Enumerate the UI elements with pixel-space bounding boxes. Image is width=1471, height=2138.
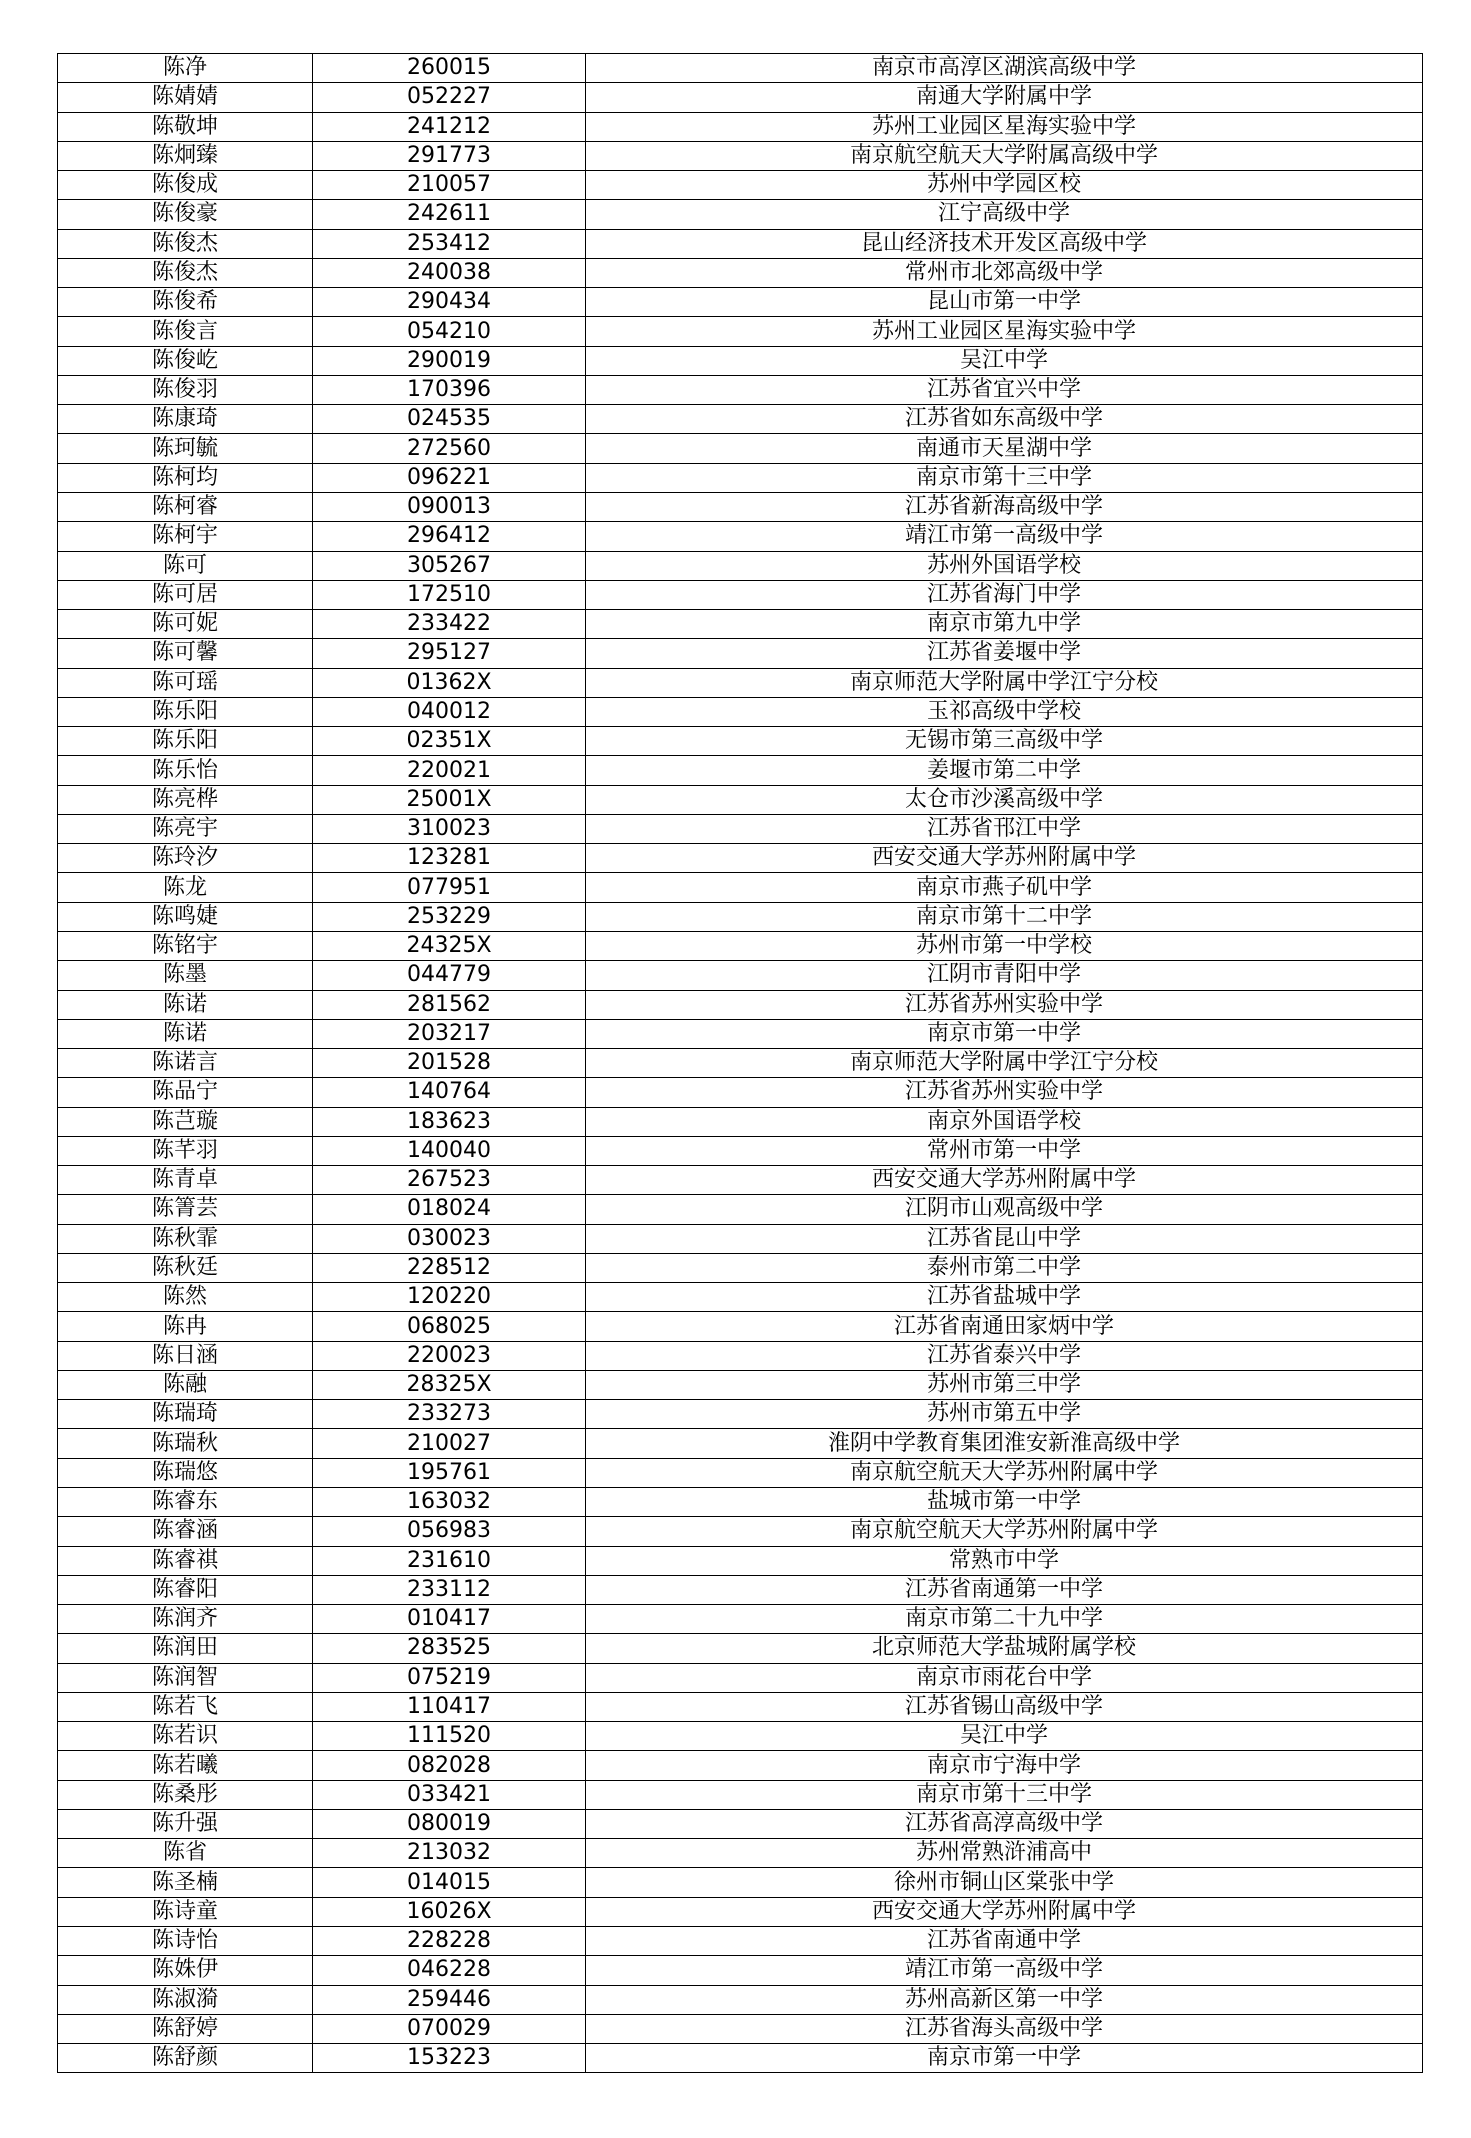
table-row: [58, 1605, 1423, 1634]
id-cell: 283525: [313, 1634, 586, 1663]
id-cell: 290019: [313, 346, 586, 375]
id-cell: 024535: [313, 405, 586, 434]
school-cell: 江苏省盐城中学: [586, 1283, 1423, 1312]
id-cell: 090013: [313, 492, 586, 521]
id-cell: 033421: [313, 1780, 586, 1809]
id-cell: 272560: [313, 434, 586, 463]
table-row: [58, 610, 1423, 639]
name-cell: 陈圣楠: [58, 1868, 313, 1897]
school-cell: 北京师范大学盐城附属学校: [586, 1634, 1423, 1663]
id-cell: 183623: [313, 1107, 586, 1136]
name-cell: 陈可瑶: [58, 668, 313, 697]
id-cell: 054210: [313, 317, 586, 346]
name-cell: 陈润田: [58, 1634, 313, 1663]
name-cell: 陈淑漪: [58, 1985, 313, 2014]
school-cell: 苏州工业园区星海实验中学: [586, 317, 1423, 346]
table-row: [58, 1224, 1423, 1253]
school-cell: 南京市第十三中学: [586, 1780, 1423, 1809]
id-cell: 110417: [313, 1692, 586, 1721]
id-cell: 01362X: [313, 668, 586, 697]
table-row: [58, 1868, 1423, 1897]
table-row: [58, 522, 1423, 551]
name-cell: 陈乐阳: [58, 727, 313, 756]
id-cell: 203217: [313, 1019, 586, 1048]
school-cell: 苏州市第一中学校: [586, 931, 1423, 960]
table-row: [58, 54, 1423, 83]
school-cell: 江苏省姜堰中学: [586, 639, 1423, 668]
school-cell: 常熟市中学: [586, 1546, 1423, 1575]
id-cell: 210057: [313, 171, 586, 200]
id-cell: 16026X: [313, 1897, 586, 1926]
id-cell: 030023: [313, 1224, 586, 1253]
table-row: [58, 1897, 1423, 1926]
table-row: [58, 697, 1423, 726]
name-cell: 陈睿祺: [58, 1546, 313, 1575]
school-cell: 苏州市第五中学: [586, 1400, 1423, 1429]
id-cell: 241212: [313, 112, 586, 141]
table-row: [58, 141, 1423, 170]
id-cell: 070029: [313, 2014, 586, 2043]
name-cell: 陈柯宇: [58, 522, 313, 551]
name-cell: 陈净: [58, 54, 313, 83]
id-cell: 140040: [313, 1136, 586, 1165]
id-cell: 02351X: [313, 727, 586, 756]
name-cell: 陈升强: [58, 1809, 313, 1838]
school-cell: 江阴市山观高级中学: [586, 1195, 1423, 1224]
name-cell: 陈珂毓: [58, 434, 313, 463]
name-cell: 陈俊杰: [58, 258, 313, 287]
school-cell: 江阴市青阳中学: [586, 961, 1423, 990]
table-row: [58, 1985, 1423, 2014]
school-cell: 靖江市第一高级中学: [586, 522, 1423, 551]
name-cell: 陈康琦: [58, 405, 313, 434]
school-cell: 江苏省高淳高级中学: [586, 1809, 1423, 1838]
table-row: [58, 1049, 1423, 1078]
id-cell: 24325X: [313, 931, 586, 960]
id-cell: 044779: [313, 961, 586, 990]
table-row: [58, 1546, 1423, 1575]
name-cell: 陈诗怡: [58, 1927, 313, 1956]
name-cell: 陈润智: [58, 1663, 313, 1692]
name-cell: 陈亮桦: [58, 785, 313, 814]
name-cell: 陈芊羽: [58, 1136, 313, 1165]
table-row: [58, 1195, 1423, 1224]
table-row: [58, 1458, 1423, 1487]
name-cell: 陈可馨: [58, 639, 313, 668]
school-cell: 盐城市第一中学: [586, 1488, 1423, 1517]
table-row: [58, 1809, 1423, 1838]
name-cell: 陈可: [58, 551, 313, 580]
school-cell: 苏州市第三中学: [586, 1370, 1423, 1399]
school-cell: 南通大学附属中学: [586, 83, 1423, 112]
id-cell: 231610: [313, 1546, 586, 1575]
table-row: [58, 1722, 1423, 1751]
id-cell: 290434: [313, 288, 586, 317]
table-row: [58, 2044, 1423, 2073]
name-cell: 陈乐阳: [58, 697, 313, 726]
table-row: [58, 1019, 1423, 1048]
name-cell: 陈日涵: [58, 1341, 313, 1370]
table-row: [58, 814, 1423, 843]
name-cell: 陈睿涵: [58, 1517, 313, 1546]
school-cell: 南京市第二十九中学: [586, 1605, 1423, 1634]
id-cell: 220023: [313, 1341, 586, 1370]
name-cell: 陈诗童: [58, 1897, 313, 1926]
id-cell: 25001X: [313, 785, 586, 814]
id-cell: 170396: [313, 375, 586, 404]
id-cell: 075219: [313, 1663, 586, 1692]
school-cell: 南通市天星湖中学: [586, 434, 1423, 463]
school-cell: 南京市宁海中学: [586, 1751, 1423, 1780]
table-row: [58, 1927, 1423, 1956]
id-cell: 233112: [313, 1575, 586, 1604]
id-cell: 010417: [313, 1605, 586, 1634]
id-cell: 082028: [313, 1751, 586, 1780]
school-cell: 江苏省苏州实验中学: [586, 990, 1423, 1019]
name-cell: 陈睿东: [58, 1488, 313, 1517]
id-cell: 310023: [313, 814, 586, 843]
name-cell: 陈柯均: [58, 463, 313, 492]
table-row: [58, 229, 1423, 258]
id-cell: 267523: [313, 1166, 586, 1195]
school-cell: 江苏省海门中学: [586, 580, 1423, 609]
id-cell: 201528: [313, 1049, 586, 1078]
name-cell: 陈然: [58, 1283, 313, 1312]
table-row: [58, 1166, 1423, 1195]
school-cell: 南京航空航天大学苏州附属中学: [586, 1458, 1423, 1487]
name-cell: 陈诺: [58, 1019, 313, 1048]
school-cell: 无锡市第三高级中学: [586, 727, 1423, 756]
school-cell: 江苏省宜兴中学: [586, 375, 1423, 404]
name-cell: 陈若识: [58, 1722, 313, 1751]
name-cell: 陈龙: [58, 873, 313, 902]
table-row: [58, 1839, 1423, 1868]
school-cell: 苏州高新区第一中学: [586, 1985, 1423, 2014]
school-cell: 南京市第十二中学: [586, 902, 1423, 931]
school-cell: 南京航空航天大学附属高级中学: [586, 141, 1423, 170]
id-cell: 305267: [313, 551, 586, 580]
table-body: [58, 54, 1423, 2073]
name-cell: 陈省: [58, 1839, 313, 1868]
school-cell: 太仓市沙溪高级中学: [586, 785, 1423, 814]
name-cell: 陈炯臻: [58, 141, 313, 170]
table-row: [58, 83, 1423, 112]
id-cell: 228228: [313, 1927, 586, 1956]
school-cell: 靖江市第一高级中学: [586, 1956, 1423, 1985]
table-row: [58, 873, 1423, 902]
table-row: [58, 785, 1423, 814]
table-row: [58, 580, 1423, 609]
school-cell: 淮阴中学教育集团淮安新淮高级中学: [586, 1429, 1423, 1458]
id-cell: 040012: [313, 697, 586, 726]
name-cell: 陈亮宇: [58, 814, 313, 843]
table-row: [58, 1488, 1423, 1517]
school-cell: 南京市雨花台中学: [586, 1663, 1423, 1692]
school-cell: 苏州工业园区星海实验中学: [586, 112, 1423, 141]
id-cell: 123281: [313, 844, 586, 873]
school-cell: 南京市第一中学: [586, 1019, 1423, 1048]
name-cell: 陈舒婷: [58, 2014, 313, 2043]
school-cell: 南京师范大学附属中学江宁分校: [586, 1049, 1423, 1078]
name-cell: 陈俊羽: [58, 375, 313, 404]
table-row: [58, 463, 1423, 492]
name-cell: 陈诺: [58, 990, 313, 1019]
school-cell: 江苏省南通中学: [586, 1927, 1423, 1956]
school-cell: 江苏省新海高级中学: [586, 492, 1423, 521]
id-cell: 140764: [313, 1078, 586, 1107]
table-row: [58, 200, 1423, 229]
id-cell: 056983: [313, 1517, 586, 1546]
id-cell: 220021: [313, 756, 586, 785]
name-cell: 陈铭宇: [58, 931, 313, 960]
table-row: [58, 434, 1423, 463]
name-cell: 陈婧婧: [58, 83, 313, 112]
id-cell: 195761: [313, 1458, 586, 1487]
school-cell: 泰州市第二中学: [586, 1253, 1423, 1282]
id-cell: 046228: [313, 1956, 586, 1985]
school-cell: 江宁高级中学: [586, 200, 1423, 229]
table-row: [58, 990, 1423, 1019]
id-cell: 153223: [313, 2044, 586, 2073]
table-row: [58, 639, 1423, 668]
table-row: [58, 317, 1423, 346]
school-cell: 徐州市铜山区棠张中学: [586, 1868, 1423, 1897]
id-cell: 172510: [313, 580, 586, 609]
table-row: [58, 931, 1423, 960]
name-cell: 陈舒颜: [58, 2044, 313, 2073]
student-list-table: [57, 53, 1423, 2073]
id-cell: 259446: [313, 1985, 586, 2014]
school-cell: 吴江中学: [586, 346, 1423, 375]
table-row: [58, 756, 1423, 785]
id-cell: 111520: [313, 1722, 586, 1751]
name-cell: 陈融: [58, 1370, 313, 1399]
table-row: [58, 961, 1423, 990]
table-row: [58, 1634, 1423, 1663]
name-cell: 陈睿阳: [58, 1575, 313, 1604]
name-cell: 陈姝伊: [58, 1956, 313, 1985]
school-cell: 江苏省泰兴中学: [586, 1341, 1423, 1370]
school-cell: 西安交通大学苏州附属中学: [586, 1897, 1423, 1926]
name-cell: 陈青卓: [58, 1166, 313, 1195]
school-cell: 江苏省南通第一中学: [586, 1575, 1423, 1604]
table-row: [58, 492, 1423, 521]
table-row: [58, 1136, 1423, 1165]
name-cell: 陈若曦: [58, 1751, 313, 1780]
table-row: [58, 1283, 1423, 1312]
id-cell: 260015: [313, 54, 586, 83]
table-row: [58, 902, 1423, 931]
table-row: [58, 2014, 1423, 2043]
name-cell: 陈箐芸: [58, 1195, 313, 1224]
id-cell: 077951: [313, 873, 586, 902]
id-cell: 242611: [313, 200, 586, 229]
name-cell: 陈玲汐: [58, 844, 313, 873]
table-row: [58, 112, 1423, 141]
table-row: [58, 1341, 1423, 1370]
table-row: [58, 1107, 1423, 1136]
table-row: [58, 844, 1423, 873]
school-cell: 南京市第十三中学: [586, 463, 1423, 492]
school-cell: 南京市第九中学: [586, 610, 1423, 639]
school-cell: 南京市燕子矶中学: [586, 873, 1423, 902]
table-row: [58, 171, 1423, 200]
school-cell: 苏州中学园区校: [586, 171, 1423, 200]
school-cell: 江苏省邗江中学: [586, 814, 1423, 843]
id-cell: 281562: [313, 990, 586, 1019]
id-cell: 228512: [313, 1253, 586, 1282]
table-row: [58, 727, 1423, 756]
id-cell: 068025: [313, 1312, 586, 1341]
table-row: [58, 288, 1423, 317]
name-cell: 陈墨: [58, 961, 313, 990]
table-row: [58, 1751, 1423, 1780]
name-cell: 陈瑞悠: [58, 1458, 313, 1487]
school-cell: 西安交通大学苏州附属中学: [586, 1166, 1423, 1195]
table-row: [58, 1780, 1423, 1809]
school-cell: 江苏省如东高级中学: [586, 405, 1423, 434]
name-cell: 陈俊屹: [58, 346, 313, 375]
table-row: [58, 1370, 1423, 1399]
name-cell: 陈可妮: [58, 610, 313, 639]
school-cell: 西安交通大学苏州附属中学: [586, 844, 1423, 873]
id-cell: 096221: [313, 463, 586, 492]
id-cell: 295127: [313, 639, 586, 668]
table-row: [58, 405, 1423, 434]
school-cell: 南京航空航天大学苏州附属中学: [586, 1517, 1423, 1546]
name-cell: 陈乐怡: [58, 756, 313, 785]
id-cell: 120220: [313, 1283, 586, 1312]
table-row: [58, 551, 1423, 580]
name-cell: 陈俊豪: [58, 200, 313, 229]
school-cell: 姜堰市第二中学: [586, 756, 1423, 785]
table-row: [58, 375, 1423, 404]
name-cell: 陈秋廷: [58, 1253, 313, 1282]
school-cell: 常州市北郊高级中学: [586, 258, 1423, 287]
table-row: [58, 1956, 1423, 1985]
school-cell: 南京师范大学附属中学江宁分校: [586, 668, 1423, 697]
table-row: [58, 346, 1423, 375]
id-cell: 052227: [313, 83, 586, 112]
name-cell: 陈瑞秋: [58, 1429, 313, 1458]
id-cell: 233422: [313, 610, 586, 639]
school-cell: 吴江中学: [586, 1722, 1423, 1751]
id-cell: 213032: [313, 1839, 586, 1868]
table-row: [58, 1078, 1423, 1107]
table-row: [58, 1400, 1423, 1429]
name-cell: 陈可居: [58, 580, 313, 609]
id-cell: 291773: [313, 141, 586, 170]
school-cell: 江苏省苏州实验中学: [586, 1078, 1423, 1107]
name-cell: 陈敬坤: [58, 112, 313, 141]
school-cell: 江苏省海头高级中学: [586, 2014, 1423, 2043]
id-cell: 253412: [313, 229, 586, 258]
school-cell: 玉祁高级中学校: [586, 697, 1423, 726]
school-cell: 昆山市第一中学: [586, 288, 1423, 317]
name-cell: 陈芑璇: [58, 1107, 313, 1136]
name-cell: 陈柯睿: [58, 492, 313, 521]
table-row: [58, 1663, 1423, 1692]
id-cell: 233273: [313, 1400, 586, 1429]
table-row: [58, 1312, 1423, 1341]
name-cell: 陈桑彤: [58, 1780, 313, 1809]
id-cell: 210027: [313, 1429, 586, 1458]
name-cell: 陈俊杰: [58, 229, 313, 258]
id-cell: 28325X: [313, 1370, 586, 1399]
school-cell: 苏州外国语学校: [586, 551, 1423, 580]
school-cell: 南京外国语学校: [586, 1107, 1423, 1136]
name-cell: 陈秋霏: [58, 1224, 313, 1253]
school-cell: 昆山经济技术开发区高级中学: [586, 229, 1423, 258]
id-cell: 018024: [313, 1195, 586, 1224]
name-cell: 陈冉: [58, 1312, 313, 1341]
table-row: [58, 1575, 1423, 1604]
id-cell: 014015: [313, 1868, 586, 1897]
name-cell: 陈瑞琦: [58, 1400, 313, 1429]
name-cell: 陈品宁: [58, 1078, 313, 1107]
school-cell: 南京市第一中学: [586, 2044, 1423, 2073]
id-cell: 240038: [313, 258, 586, 287]
school-cell: 苏州常熟浒浦高中: [586, 1839, 1423, 1868]
table-row: [58, 1253, 1423, 1282]
name-cell: 陈若飞: [58, 1692, 313, 1721]
id-cell: 163032: [313, 1488, 586, 1517]
name-cell: 陈诺言: [58, 1049, 313, 1078]
table-row: [58, 1517, 1423, 1546]
school-cell: 南京市高淳区湖滨高级中学: [586, 54, 1423, 83]
id-cell: 080019: [313, 1809, 586, 1838]
school-cell: 江苏省昆山中学: [586, 1224, 1423, 1253]
school-cell: 江苏省南通田家炳中学: [586, 1312, 1423, 1341]
name-cell: 陈润齐: [58, 1605, 313, 1634]
school-cell: 江苏省锡山高级中学: [586, 1692, 1423, 1721]
table-row: [58, 258, 1423, 287]
table-row: [58, 1692, 1423, 1721]
school-cell: 常州市第一中学: [586, 1136, 1423, 1165]
name-cell: 陈俊成: [58, 171, 313, 200]
name-cell: 陈俊希: [58, 288, 313, 317]
name-cell: 陈俊言: [58, 317, 313, 346]
table-row: [58, 1429, 1423, 1458]
name-cell: 陈鸣婕: [58, 902, 313, 931]
table-row: [58, 668, 1423, 697]
id-cell: 296412: [313, 522, 586, 551]
id-cell: 253229: [313, 902, 586, 931]
